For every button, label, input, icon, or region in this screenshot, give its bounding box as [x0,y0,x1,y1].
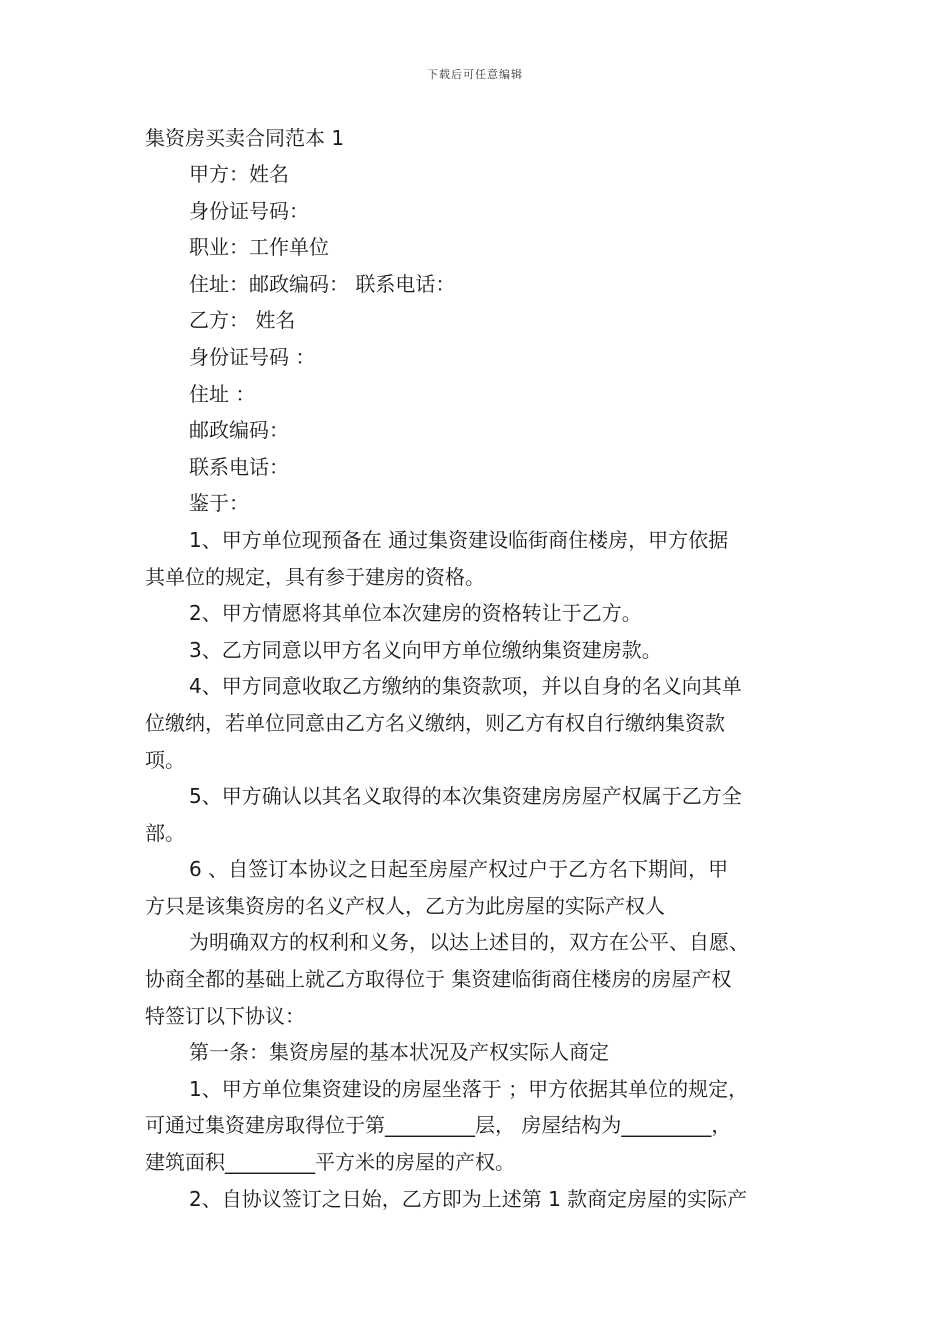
text-line: 特签订以下协议： [145,1003,305,1028]
text-line: 建筑面积_________平方米的房屋的产权。 [145,1150,515,1175]
text-line: 项。 [145,747,185,772]
text-line: 其单位的规定，具有参于建房的资格。 [145,564,485,589]
text-line: 联系电话： [189,454,289,479]
text-line: 第一条：集资房屋的基本状况及产权实际人商定 [189,1040,609,1065]
text-line: 1、甲方单位集资建设的房屋坐落于 ；甲方依据其单位的规定， [189,1076,749,1101]
text-line: 住址：邮政编码： 联系电话： [189,271,456,296]
text-line: 身份证号码 ： [189,344,316,369]
text-line: 乙方： 姓名 [189,308,296,333]
text-line: 身份证号码： [189,198,309,223]
text-line: 为明确双方的权利和义务，以达上述目的，双方在公平、自愿、 [189,930,749,955]
text-line: 住址 ： [189,381,256,406]
text-line: 鉴于： [189,491,249,516]
document-body [145,120,810,1217]
text-line: 5、甲方确认以其名义取得的本次集资建房房屋产权属于乙方全 [189,784,742,809]
text-line: 3、乙方同意以甲方名义向甲方单位缴纳集资建房款。 [189,637,662,662]
text-line: 协商全都的基础上就乙方取得位于 集资建临街商住楼房的房屋产权 [145,967,732,992]
text-line: 1、甲方单位现预备在 通过集资建设临街商住楼房，甲方依据 [189,527,729,552]
text-line: 邮政编码： [189,418,289,443]
text-line: 职业：工作单位 [189,235,329,260]
document-title: 集资房买卖合同范本 1 [145,126,345,150]
text-line: 6 、自签订本协议之日起至房屋产权过户于乙方名下期间，甲 [189,857,729,882]
text-line: 部。 [145,820,185,845]
paragraph-lines [145,156,810,1217]
text-line: 4、甲方同意收取乙方缴纳的集资款项，并以自身的名义向其单 [189,674,742,699]
text-line: 可通过集资建房取得位于第_________层， 房屋结构为_________， [145,1113,732,1138]
text-line: 2、自协议签订之日始，乙方即为上述第 1 款商定房屋的实际产 [189,1186,748,1211]
text-line: 位缴纳，若单位同意由乙方名义缴纳，则乙方有权自行缴纳集资款 [145,710,725,735]
header-note: 下载后可任意编辑 [427,68,523,81]
text-line: 2、甲方情愿将其单位本次建房的资格转让于乙方。 [189,601,642,626]
text-line: 甲方：姓名 [189,162,289,186]
text-line: 方只是该集资房的名义产权人，乙方为此房屋的实际产权人 [145,893,665,918]
